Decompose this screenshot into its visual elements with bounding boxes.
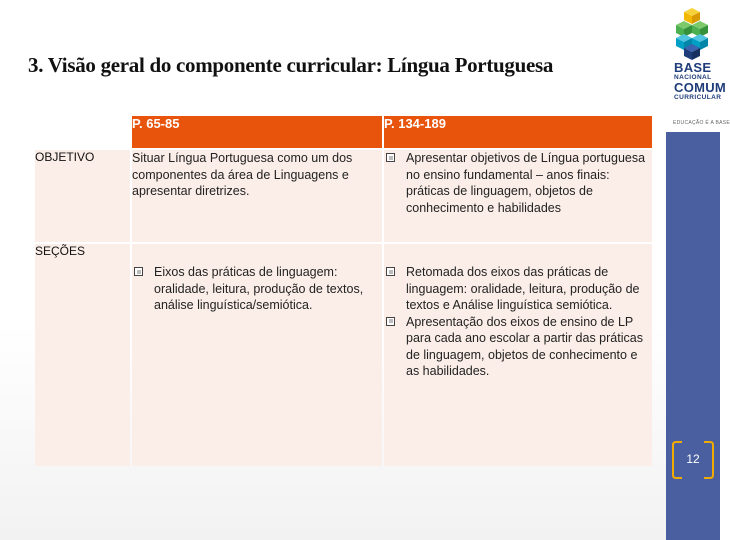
row-label-secoes: SEÇÕES [35, 244, 130, 466]
column-header-2: P. 134-189 [384, 116, 652, 148]
table-header-row [35, 116, 652, 148]
list-item: Apresentar objetivos de Língua portuguesa no ensino fundamental – anos finais: práticas de linguagem, objetos de conhecimento e habilidades [384, 150, 652, 216]
list-item: Eixos das práticas de linguagem: oralidade, leitura, produção de textos, análise linguística/semiótica. [132, 264, 382, 314]
checkbox-bullet-icon [386, 267, 395, 276]
logo-tagline: EDUCAÇÃO É A BASE [673, 120, 730, 126]
checkbox-bullet-icon [386, 153, 395, 162]
slide-title: 3. Visão geral do componente curricular: Língua Portuguesa [28, 53, 554, 77]
secoes-col1-cell [132, 244, 382, 466]
objetivo-col1-text: Situar Língua Portuguesa como um dos componentes da área de Linguagens e apresentar diretrizes. [132, 151, 353, 198]
list-item: Retomada dos eixos das práticas de linguagem: oralidade, leitura, produção de textos e Análise linguística semiótica. [384, 264, 652, 314]
list-item: Apresentação dos eixos de ensino de LP para cada ano escolar a partir das práticas de linguagem, objetos de conhecimento e as habilidades. [384, 314, 652, 380]
logo-line-base: BASE [674, 60, 712, 75]
bncc-cubes-icon [674, 6, 710, 60]
curriculum-table [33, 114, 654, 468]
logo-text [674, 60, 727, 102]
objetivo-col2-cell [384, 150, 652, 242]
logo-line-curricular: CURRICULAR [674, 94, 722, 101]
checkbox-bullet-icon [386, 317, 395, 326]
row-label-objetivo: OBJETIVO [35, 150, 130, 242]
secoes-col2-cell [384, 244, 652, 466]
page-number: 12 [686, 452, 700, 466]
checkbox-bullet-icon [134, 267, 143, 276]
column-header-1: P. 65-85 [132, 116, 382, 148]
table-row [35, 244, 652, 466]
objetivo-col1-cell [132, 150, 382, 242]
header-empty-cell [35, 116, 130, 148]
logo-line-nacional: NACIONAL [674, 74, 712, 81]
table-row [35, 150, 652, 242]
logo-line-comum: COMUM [674, 80, 727, 95]
